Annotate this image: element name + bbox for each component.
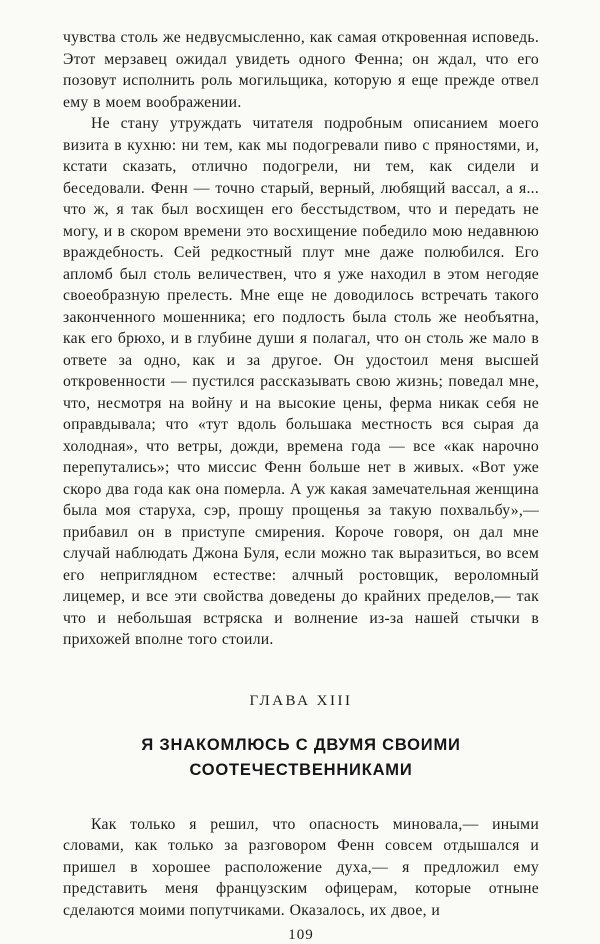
paragraph-body: Как только я решил, что опасность миновала,— иными словами, как только за разговором Фенн совсем отдышался и пришел в хорошее расположение духа,— я предложил ему представить меня французским офицерам, которые отныне сделаются моими попутчиками. Оказалось, их двое, и — [63, 815, 539, 919]
chapter-heading: ГЛАВА XIII — [249, 692, 353, 709]
chapter-title-line-1: Я ЗНАКОМЛЮСЬ С ДВУМЯ СВОИМИ — [141, 735, 461, 754]
page-number: 109 — [288, 927, 314, 943]
chapter-title-line-2: СООТЕЧЕСТВЕННИКАМИ — [189, 760, 413, 779]
chapter-title — [63, 733, 539, 783]
paragraph-continuation: чувства столь же недвусмысленно, как самая откровенная исповедь. Этот мерзавец ожидал увидеть одного Фенна; он ждал, что его позовут исполнить роль могильщика, которую я еще прежде отвел ему в моем воображении. — [63, 29, 539, 111]
paragraph-body: Не стану утруждать читателя подробным описанием моего визита в кухню: ни тем, как мы подогревали пиво с пряностями, и, кстати сказать, отлично подогрели, ни тем, как сидели и беседовали. Фенн — точно старый, верный, любящий вассал, а я... что ж, я так был восхищен его бесстыдством, что и передать не могу, и в скором времени это восхищение победило мою недавнюю враждебность. Сей редкостный плут мне даже полюбился. Его апломб был столь величествен, что я уже находил в этом негодяе своеобразную прелесть. Мне еще не доводилось встречать такого законченного мошенника; его подлость была столь же необъятна, как его брюхо, и в глубине души я полагал, что он столь же мало в ответе за одно, как и за другое. Он удостоил меня высшей откровенности — пустился рассказывать свою жизнь; поведал мне, что, несмотря на войну и на высокие цены, ферма никак себя не оправдывала; что «тут вдоль большака местность вся сырая да холодная», что ветры, дожди, времена года — все «как нарочно перепутались»; что миссис Фенн больше нет в живых. «Вот уже скоро два года как она померла. А уж какая замечательная женщина была моя старуха, сэр, прошу прощенья за такую похвальбу»,— прибавил он в приступе смирения. Короче говоря, он дал мне случай наблюдать Джона Буля, если можно так выразиться, во всем его неприглядном естестве: алчный ростовщик, вероломный лицемер, и все эти свойства доведены до крайних пределов,— так что и небольшая встряска и волнение из-за нашей стычки в прихожей вполне того стоили. — [63, 115, 539, 648]
